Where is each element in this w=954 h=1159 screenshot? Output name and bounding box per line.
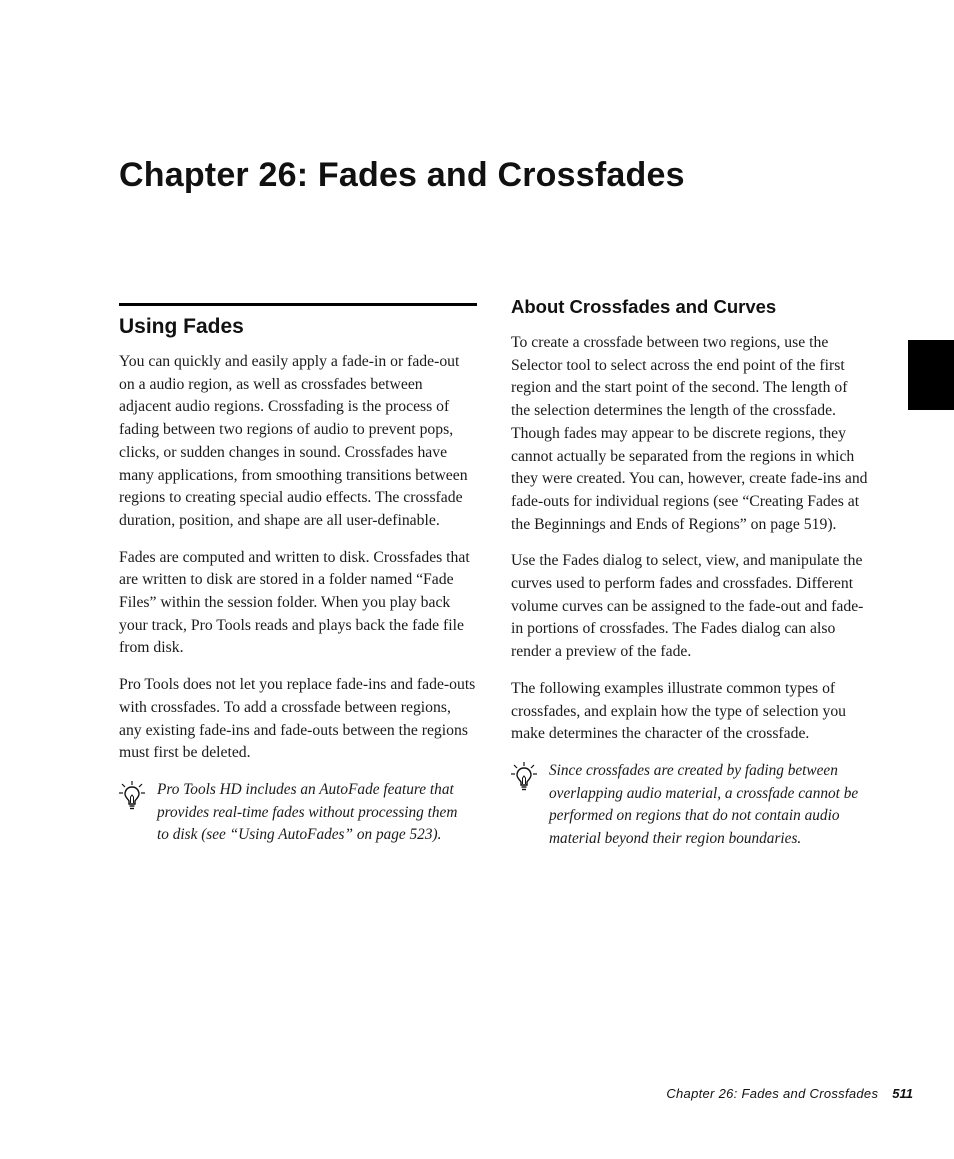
- lightbulb-icon: [119, 779, 157, 847]
- chapter-title: Chapter 26: Fades and Crossfades: [119, 156, 685, 194]
- tip-box: [119, 779, 477, 847]
- paragraph: Use the Fades dialog to select, view, and manipulate the curves used to perform fades and crossfades. Different volume curves can be assigned to the fade-out and fade-in portions of crossfades. The Fades dialog can also render a preview of the fade.: [511, 552, 864, 661]
- tip-text: Pro Tools HD includes an AutoFade feature that provides real-time fades without processing them to disk (see “Using AutoFades” on page 523).: [157, 780, 458, 844]
- page-number: 511: [892, 1086, 913, 1101]
- right-column: [511, 296, 869, 851]
- footer-chapter-title: Chapter 26: Fades and Crossfades: [666, 1086, 879, 1101]
- section-heading-about-crossfades: About Crossfades and Curves: [511, 296, 777, 317]
- paragraph: You can quickly and easily apply a fade-in or fade-out on a audio region, as well as crossfades between adjacent audio regions. Crossfading is the process of fading between two regions of audio to prevent pops, clicks, or sudden changes in sound. Crossfades have many applications, from smoothing transitions between regions to creating special audio effects. The crossfade duration, position, and shape are all user-definable.: [119, 353, 468, 529]
- page-footer: [666, 1086, 913, 1101]
- tip-box: [511, 760, 869, 851]
- paragraph: To create a crossfade between two regions, use the Selector tool to select across the end point of the first region and the start point of the second. The length of the selection determines the length of the crossfade. Though fades may appear to be discrete regions, they cannot actually be separated from the regions in which they were created. You can, however, create fade-ins and fade-outs for individual regions (see “Creating Fades at the Beginnings and Ends of Regions” on page 519).: [511, 334, 868, 533]
- lightbulb-icon: [511, 760, 549, 851]
- chapter-thumb-tab: [908, 340, 954, 410]
- paragraph: Pro Tools does not let you replace fade-ins and fade-outs with crossfades. To add a crossfade between regions, any existing fade-ins and fade-outs between the regions must first be deleted.: [119, 676, 476, 762]
- left-column: [119, 303, 477, 847]
- section-heading-using-fades: Using Fades: [119, 315, 244, 338]
- tip-text: Since crossfades are created by fading between overlapping audio material, a crossfade cannot be performed on regions that do not contain audio material beyond their region boundaries.: [549, 761, 859, 848]
- paragraph: The following examples illustrate common types of crossfades, and explain how the type of selection you make determines the character of the crossfade.: [511, 679, 847, 743]
- section-rule: [119, 303, 477, 306]
- paragraph: Fades are computed and written to disk. Crossfades that are written to disk are stored in a folder named “Fade Files” within the session folder. When you play back your track, Pro Tools reads and plays back the fade file from disk.: [119, 548, 470, 657]
